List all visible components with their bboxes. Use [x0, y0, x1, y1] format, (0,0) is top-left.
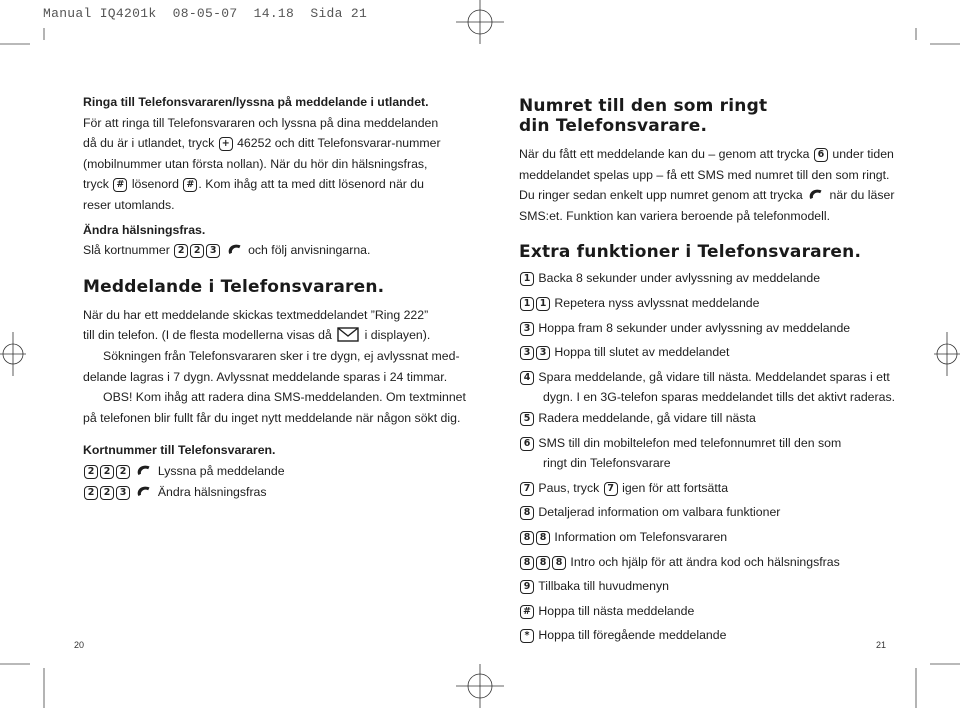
- caller-text-line: [519, 185, 895, 206]
- function-item: [519, 527, 889, 548]
- digit-key-icon: 6: [520, 437, 534, 451]
- digit-key-icon: 3: [536, 346, 550, 360]
- caller-text: När du fått ett meddelande kan du – genom att trycka: [519, 147, 810, 161]
- shortcut-label: Lyssna på meddelande: [157, 463, 285, 478]
- caller-text-line: meddelandet spelas upp – få ett SMS med numret till den som ringt.: [519, 167, 890, 182]
- digit-key-icon: 9: [520, 580, 534, 594]
- function-label: Radera meddelande, gå vidare till nästa: [538, 410, 756, 425]
- function-label: Intro och hjälp för att ändra kod och hälsningsfras: [570, 554, 840, 569]
- caller-text: under tiden: [832, 147, 894, 161]
- digit-key-icon: 6: [814, 148, 828, 162]
- greeting-title: Ändra hälsningsfras.: [83, 222, 206, 237]
- digit-key-icon: 3: [116, 486, 130, 500]
- printer-slug: Manual IQ4201k 08-05-07 14.18 Sida 21: [43, 6, 368, 21]
- right-page-content: [519, 96, 896, 646]
- digit-key-icon: 4: [520, 371, 534, 385]
- hash-key-icon: #: [183, 178, 197, 192]
- digit-key-icon: 2: [174, 244, 188, 258]
- digit-key-icon: 8: [520, 556, 534, 570]
- function-label: igen för att fortsätta: [622, 480, 729, 495]
- digit-key-icon: 2: [190, 244, 204, 258]
- call-handset-icon: [808, 188, 824, 202]
- digit-key-icon: 2: [100, 486, 114, 500]
- call-handset-icon: [136, 485, 152, 499]
- abroad-text-line: reser utomlands.: [83, 197, 175, 212]
- extra-functions-heading: Extra funktioner i Telefonsvararen.: [519, 242, 862, 263]
- function-label: Hoppa till föregående meddelande: [538, 628, 727, 643]
- digit-key-icon: 8: [520, 506, 534, 520]
- function-item: [519, 625, 889, 646]
- digit-key-icon: 8: [536, 556, 550, 570]
- caller-number-heading: din Telefonsvarare.: [519, 116, 708, 136]
- call-handset-icon: [227, 243, 243, 257]
- shortcut-label: Ändra hälsningsfras: [157, 484, 267, 499]
- digit-key-icon: 2: [100, 465, 114, 479]
- function-label: SMS till din mobiltelefon med telefonnumret till den som: [538, 435, 842, 450]
- digit-key-icon: 5: [520, 412, 534, 426]
- function-item: [519, 293, 889, 314]
- greeting-text: och följ anvisningarna.: [248, 243, 371, 258]
- function-item: [519, 408, 889, 429]
- hash-key-icon: #: [520, 605, 534, 619]
- shortcut-item: [83, 482, 443, 503]
- message-text-line: på telefonen blir fullt får du inget nytt meddelande när någon sökt dig.: [83, 410, 461, 425]
- function-label: Hoppa till slutet av meddelandet: [554, 345, 730, 360]
- star-key-icon: *: [520, 629, 534, 643]
- abroad-text-line: (mobilnummer utan första nollan). När du hör din hälsningsfras,: [83, 156, 428, 171]
- envelope-icon: [337, 327, 359, 342]
- digit-key-icon: 2: [84, 465, 98, 479]
- function-item: [519, 367, 889, 388]
- greeting-instruction: [83, 240, 443, 261]
- function-item: [519, 576, 889, 597]
- message-section-heading: Meddelande i Telefonsvararen.: [83, 276, 385, 297]
- digit-key-icon: 7: [604, 482, 618, 496]
- abroad-text-line: För att ringa till Telefonsvararen och lyssna på dina meddelanden: [83, 115, 439, 130]
- digit-key-icon: 3: [520, 322, 534, 336]
- caller-text: när du läser: [829, 188, 895, 203]
- function-item: [519, 268, 889, 289]
- digit-key-icon: 1: [520, 297, 534, 311]
- function-label: Detaljerad information om valbara funktioner: [538, 505, 781, 520]
- shortcut-item: [83, 461, 443, 482]
- message-text: till din telefon. (I de flesta modellerna visas då: [83, 328, 332, 343]
- hash-key-icon: #: [113, 178, 127, 192]
- page-number-right: 21: [876, 640, 887, 650]
- page-number-left: 20: [74, 640, 85, 650]
- function-label: Tillbaka till huvudmenyn: [538, 579, 669, 594]
- caller-text: Du ringer sedan enkelt upp numret genom att trycka: [519, 188, 803, 203]
- digit-key-icon: 3: [520, 346, 534, 360]
- function-label: Hoppa till nästa meddelande: [538, 603, 695, 618]
- function-item-continued: ringt din Telefonsvarare: [543, 456, 671, 471]
- function-item: [519, 478, 889, 499]
- plus-key-icon: +: [219, 137, 233, 151]
- abroad-text: 46252 och ditt Telefonsvarar-nummer: [237, 136, 441, 151]
- function-label: Spara meddelande, gå vidare till nästa. Meddelandet sparas i ett: [538, 369, 890, 384]
- digit-key-icon: 2: [116, 465, 130, 479]
- abroad-text: . Kom ihåg att ta med ditt lösenord när du: [198, 177, 424, 192]
- function-item: [519, 601, 889, 622]
- digit-key-icon: 8: [520, 531, 534, 545]
- abroad-text: då du är i utlandet, tryck: [83, 136, 215, 151]
- message-text-line: delande lagras i 7 dygn. Avlyssnat meddelande sparas i 24 timmar.: [83, 369, 448, 384]
- function-label: Repetera nyss avlyssnat meddelande: [554, 295, 760, 310]
- message-text-line: När du har ett meddelande skickas textmeddelandet ”Ring 222”: [83, 307, 429, 322]
- abroad-text: tryck: [83, 177, 109, 192]
- function-item-continued: dygn. I en 3G-telefon sparas meddelandet tills det aktivt raderas.: [543, 390, 896, 405]
- function-label: Information om Telefonsvararen: [554, 529, 728, 544]
- digit-key-icon: 1: [520, 272, 534, 286]
- left-page-content: [83, 92, 466, 502]
- digit-key-icon: 3: [206, 244, 220, 258]
- message-text-line: Sökningen från Telefonsvararen sker i tre dygn, ej avlyssnat med-: [103, 348, 460, 363]
- call-handset-icon: [136, 464, 152, 478]
- digit-key-icon: 7: [520, 482, 534, 496]
- function-label: Backa 8 sekunder under avlyssning av meddelande: [538, 271, 821, 286]
- caller-text-line: [519, 144, 894, 165]
- digit-key-icon: 8: [536, 531, 550, 545]
- shortcuts-title: Kortnummer till Telefonsvararen.: [83, 443, 276, 458]
- message-text: i displayen).: [364, 328, 431, 343]
- function-item: [519, 433, 889, 454]
- function-label: Hoppa fram 8 sekunder under avlyssning av meddelande: [538, 320, 851, 335]
- function-item: [519, 318, 889, 339]
- digit-key-icon: 1: [536, 297, 550, 311]
- abroad-title: Ringa till Telefonsvararen/lyssna på meddelande i utlandet.: [83, 95, 429, 109]
- message-text-line: OBS! Kom ihåg att radera dina SMS-meddelanden. Om textminnet: [103, 390, 466, 405]
- digit-key-icon: 2: [84, 486, 98, 500]
- digit-key-icon: 8: [552, 556, 566, 570]
- caller-number-heading: Numret till den som ringt: [519, 96, 768, 116]
- abroad-text: lösenord: [131, 177, 179, 192]
- message-text-line: [83, 325, 443, 346]
- function-label: Paus, tryck: [538, 480, 600, 495]
- function-item: [519, 502, 889, 523]
- abroad-text-line: [83, 133, 443, 154]
- function-item: [519, 342, 889, 363]
- caller-text-line: SMS:et. Funktion kan variera beroende på telefonmodell.: [519, 208, 831, 223]
- abroad-text-line: [83, 174, 443, 195]
- greeting-text: Slå kortnummer: [83, 243, 170, 258]
- function-item: [519, 552, 889, 573]
